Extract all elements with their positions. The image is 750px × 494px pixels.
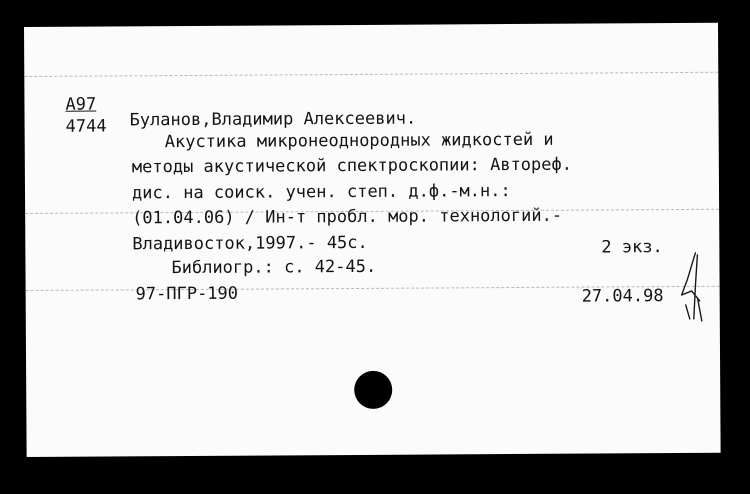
class-code: А97 [65, 94, 97, 115]
author-heading: Буланов,Владимир Алексеевич. [129, 108, 417, 131]
handwritten-signature [677, 249, 707, 323]
card-rule [24, 72, 718, 77]
card-number: 4744 [65, 116, 107, 137]
catalog-number: 97-ПГР-190 [135, 283, 239, 305]
card-date: 27.04.98 [581, 286, 664, 307]
bibliography-note: Библиогр.: с. 42-45. [171, 256, 377, 279]
title-line: дис. на соиск. учен. степ. д.ф.-м.н.: [131, 181, 511, 204]
catalog-card [24, 23, 721, 457]
title-line: Акустика микронеоднородных жидкостей и [164, 129, 554, 153]
card-punch-hole [354, 371, 392, 409]
copies-count: 2 экз. [601, 237, 663, 258]
title-line: (01.04.06) / Ин-т пробл. мор. технологий.- [132, 205, 563, 229]
title-line: методы акустической спектроскопии: Автореф. [131, 154, 573, 178]
title-line: Владивосток,1997.- 45с. [132, 232, 368, 255]
